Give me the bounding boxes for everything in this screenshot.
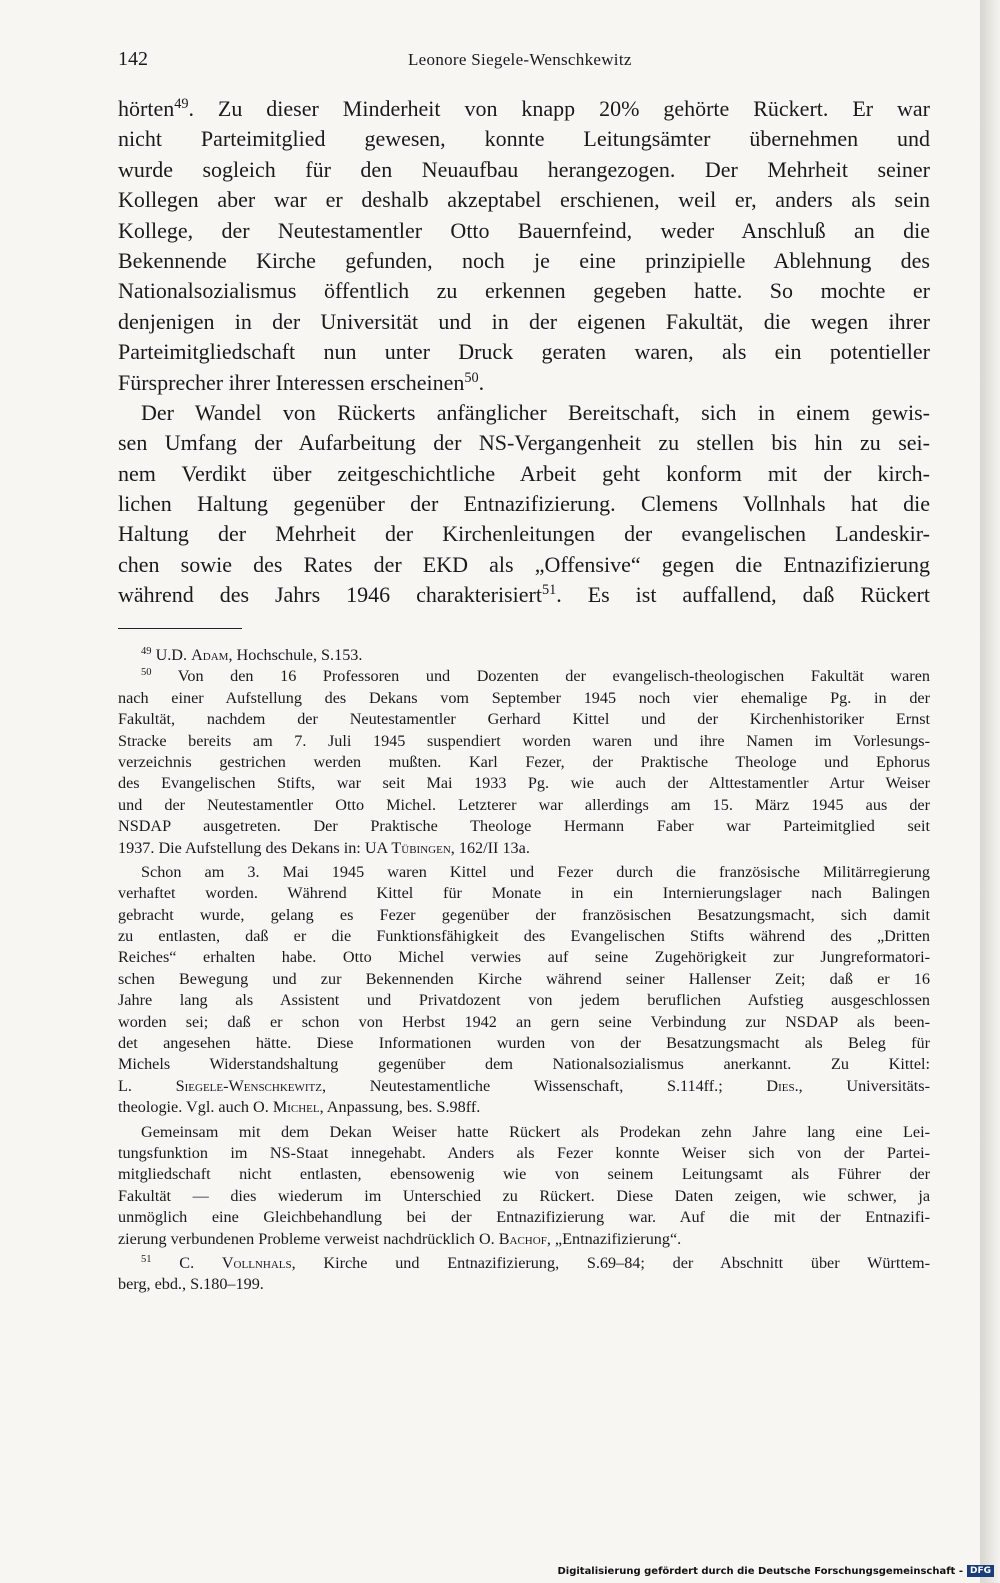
footnote-line: verzeichnis gestrichen werden mußten. Karl Fezer, der Praktische Theologe und Ephorus — [118, 752, 930, 771]
digitization-footer — [557, 1565, 994, 1577]
footnote-line: und der Neutestamentler Otto Michel. Letzterer war allerdings am 15. März 1945 aus der — [118, 795, 930, 814]
text-line: nem Verdikt über zeitgeschichtliche Arbeit geht konform mit der kirch- — [118, 460, 930, 486]
footnote-line: Fakultät, nachdem der Neutestamentler Gerhard Kittel und der Kirchenhistoriker Ernst — [118, 710, 930, 729]
footnote-line: 1937. Die Aufstellung des Dekans in: UA Tübingen, 162/II 13a. — [118, 838, 530, 857]
footnote-line: Stracke bereits am 7. Juli 1945 suspendiert worden waren und ihre Namen im Vorlesungs- — [118, 731, 930, 750]
footnote-line: des Evangelischen Stifts, war seit Mai 1933 Pg. wie auch der Alttestamentler Artur Weiser — [118, 774, 930, 793]
footnote-line: unmöglich eine Gleichbehandlung bei der Entnazifizierung war. Auf die mit der Entnazifi- — [118, 1208, 930, 1227]
main-text — [118, 94, 930, 611]
text-line: nicht Parteimitglied gewesen, konnte Leitungsämter übernehmen und — [118, 126, 930, 152]
footnote-line: verhaftet worden. Während Kittel für Monate in ein Internierungslager nach Balingen — [118, 884, 930, 903]
text-line: lichen Haltung gegenüber der Entnazifizierung. Clemens Vollnhals hat die — [118, 491, 930, 517]
text-line: Kollegen aber war er deshalb akzeptabel erschienen, weil er, anders als sein — [118, 187, 930, 213]
footnote-line: gebracht wurde, gelang es Fezer gegenüber der französischen Besatzungsmacht, sich damit — [118, 905, 930, 924]
footnote-50: $^{50}$ Von den 16 Professoren und Dozenten der evangelisch-theologischen Fakultät waren — [141, 667, 930, 686]
text-line: während des Jahrs 1946 charakterisiert$^{51}$. Es ist auffallend, daß Rückert — [118, 582, 930, 608]
footnote-line: tungsfunktion im NS-Staat innegehabt. Anders als Fezer konnte Weiser sich von der Partei- — [118, 1143, 930, 1162]
text-line: Fürsprecher ihrer Interessen erscheinen$^{50}$. — [118, 369, 485, 395]
footnote-line: zu entlasten, daß er die Funktionsfähigkeit des Evangelischen Stifts während des „Dritten — [118, 927, 930, 946]
footnote-51: $^{51}$ C. Vollnhals, Kirche und Entnazifizierung, S.69–84; der Abschnitt über Württem- — [141, 1253, 930, 1272]
running-head: Leonore Siegele-Wenschkewitz — [408, 50, 632, 69]
footnote-line: berg, ebd., S.180–199. — [118, 1275, 264, 1294]
page-edge — [980, 0, 1000, 1583]
footnote-line: nach einer Aufstellung des Dekans vom September 1945 noch vier ehemalige Pg. in der — [118, 688, 930, 707]
footnote-line: Jahre lang als Assistent und Privatdozent von jedem beruflichen Aufstieg ausgeschlossen — [118, 991, 930, 1010]
footnotes — [118, 645, 930, 1296]
footnote-ref[interactable]: 51 — [541, 582, 557, 599]
footnote-line: worden sei; daß er schon von Herbst 1942 an gern seine Verbindung zur NSDAP als been- — [118, 1012, 930, 1031]
digitization-note: Digitalisierung gefördert durch die Deutsche Forschungsgemeinschaft - — [557, 1565, 963, 1577]
dfg-logo: DFG — [967, 1565, 994, 1577]
page-number: 142 — [118, 48, 148, 70]
footnote-line: mitgliedschaft nicht entlasten, ebensowenig wie von seinem Leitungsamt als Führer der — [118, 1165, 930, 1184]
footnote-ref[interactable]: 50 — [464, 369, 479, 386]
text-line: wurde sogleich für den Neuaufbau herangezogen. Der Mehrheit seiner — [118, 156, 930, 182]
footnote-line: det angesehen hätte. Diese Informationen wurden von der Besatzungsmacht als Beleg für — [118, 1034, 930, 1053]
footnote-line: schen Bewegung und zur Bekennenden Kirche während seiner Hallenser Zeit; daß er 16 — [118, 969, 930, 988]
text-line: hörten$^{49}$. Zu dieser Minderheit von knapp 20% gehörte Rückert. Er war — [118, 96, 930, 121]
footnote-line: zierung verbundenen Probleme verweist nachdrücklich O. Bachof, „Entnazifizierung“. — [118, 1229, 682, 1248]
footnote-line: Michels Widerstandshaltung gegenüber dem Nationalsozialismus anerkannt. Zu Kittel: — [118, 1055, 930, 1074]
footnote-line: theologie. Vgl. auch O. Michel, Anpassung, bes. S.98ff. — [118, 1098, 481, 1117]
footnote-rule — [118, 628, 242, 629]
footnote-line: Gemeinsam mit dem Dekan Weiser hatte Rückert als Prodekan zehn Jahre lang eine Lei- — [141, 1122, 930, 1141]
text-line: chen sowie des Rates der EKD als „Offensive“ gegen die Entnazifizierung — [118, 551, 930, 577]
footnote-line: Reiches“ erhalten habe. Otto Michel verwies auf seine Zugehörigkeit zur Jungreformatori- — [118, 948, 930, 967]
footnote-49: $^{49}$ U.D. Adam, Hochschule, S.153. — [141, 646, 363, 664]
text-line: Der Wandel von Rückerts anfänglicher Bereitschaft, sich in einem gewis- — [141, 399, 930, 425]
footnote-line: NSDAP ausgetreten. Der Praktische Theologe Hermann Faber war Parteimitglied seit — [118, 817, 930, 836]
text-line: Kollege, der Neutestamentler Otto Bauernfeind, weder Anschluß an die — [118, 217, 930, 243]
text-line: Haltung der Mehrheit der Kirchenleitungen der evangelischen Landeskir- — [118, 521, 930, 547]
footnote-ref[interactable]: 49 — [174, 96, 189, 113]
text-line: denjenigen in der Universität und in der eigenen Fakultät, die wegen ihrer — [118, 308, 930, 334]
text-line: Nationalsozialismus öffentlich zu erkennen gegeben hatte. So mochte er — [118, 278, 930, 304]
footnote-line: L. Siegele-Wenschkewitz, Neutestamentliche Wissenschaft, S.114ff.; Dies., Universitäts- — [118, 1076, 930, 1095]
page-header — [118, 48, 930, 76]
text-line: Bekennende Kirche gefunden, noch je eine prinzipielle Ablehnung des — [118, 247, 930, 273]
text-line: Parteimitgliedschaft nun unter Druck geraten waren, als ein potentieller — [118, 339, 930, 365]
footnote-line: Schon am 3. Mai 1945 waren Kittel und Fezer durch die französische Militärregierung — [141, 862, 930, 881]
footnote-line: Fakultät — dies wiederum im Unterschied zu Rückert. Diese Daten zeigen, wie schwer, ja — [118, 1186, 930, 1205]
text-line: sen Umfang der Aufarbeitung der NS-Vergangenheit zu stellen bis hin zu sei- — [118, 430, 930, 456]
